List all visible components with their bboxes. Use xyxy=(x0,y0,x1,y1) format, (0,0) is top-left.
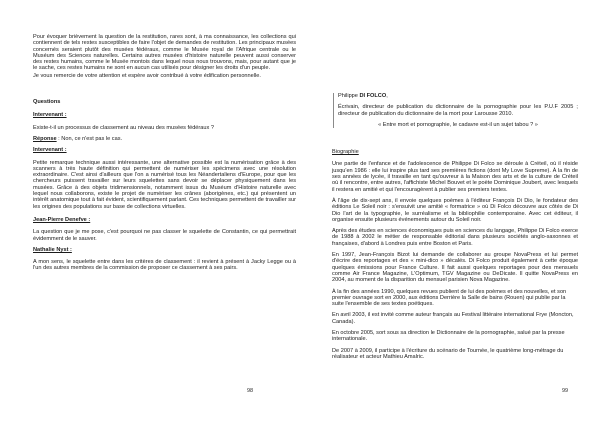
paragraph-revues: À la fin des années 1990, quelques revues publient de lui des poèmes et des nouvelles, et son premier ouvrage sort en 2000, aux éditions Derrière la Salle de bains (Rouen) qui publie par la suite l'ensemble de ses textes poétiques. xyxy=(332,288,567,308)
paragraph-restitution: Pour évoquer brièvement la question de la restitution, rares sont, à ma connaissance, les collections qui contiennent de tels restes susceptibles de faire l'objet de demandes de restitution. Les principaux musées concernés seraient plutôt des musées fédéraux, comme le Musée royal de l'Afrique centrale ou le Muséum des Sciences naturelles. Certains autres musées d'histoire naturelle peuvent aussi conserver des restes humains, comme le Musée montois dans lequel nous nous trouvons, mais, pour autant que je le sache, ces restes humains ne sont en aucun cas utilisés pour désigner les droits d'un peuple. xyxy=(33,34,296,72)
speaker-intro-block xyxy=(333,93,578,128)
paragraph-novapress: En 1997, Jean-François Bizot lui demande de collaborer au groupe NovaPress et lui permet d'écrire des reportages et des « mini-dico » décalés. Di Folco produit également à cette époque quelques émissions pour France Culture. Il fait aussi quelques reportages pour des mensuels comme Air France Magazine, L'Optimum, TGV Magazine ou DeDicate. Il quitte NovaPress en 2004, au moment de la disparition du mensuel parisien Nova Magazine. xyxy=(332,252,578,284)
speaker-name xyxy=(338,93,578,99)
paragraph-question-1: Existe-t-il un processus de classement au niveau des musées fédéraux ? xyxy=(33,124,214,131)
speaker-heading-nyst: Nathalie Nyst : xyxy=(33,246,72,253)
page-number-right: 99 xyxy=(562,388,569,394)
paragraph-tournee: De 2007 à 2009, il participe à l'écriture du scénario de Tournée, le quatrième long-métrage du réalisateur et acteur Mathieu Amalric. xyxy=(332,347,564,360)
paragraph-enfance: Une partie de l'enfance et de l'adolescence de Philippe Di Folco se déroule à Créteil, où il réside jusqu'en 1986 : elle lui inspire plus tard ses premières fictions (dont My Love Supreme). À la fin de ses années de lycée, il travaille en tant qu'ouvreur à la Maison des arts et de la culture de Créteil où il rencontre, entre autres, l'affichiste Michel Bouvet et le poète Dominique Joubert, avec lesquels il restera en amitié et qui l'encouragèrent à publier ses premiers textes. xyxy=(332,161,578,193)
paragraph-numerisation: Petite remarque technique aussi intéressante, une alternative possible est la numérisation grâce à des scanners à très haute définition qui permettent de numériser les spécimens avec une résolution extraordinaire. C'est ainsi d'ailleurs que l'on a numérisé tous les Néandertaliens d'Europe, pour que les chercheurs puissent travailler sur leurs squelettes sans devoir se déplacer physiquement dans les musées. Grâce à des objets tridimensionnels, notamment issus du Muséum d'Histoire naturelle avec lequel nous collaborons, existe le projet de numériser les crânes (aborigènes, etc.) qui présentent un intérêt anatomique tout à fait évident, scientifiquement parlant. Ces techniques permettent de travailler sur les origines des populations sur base de collections virtuelles. xyxy=(33,159,296,210)
paragraph-frye: En avril 2003, il est invité comme auteur français au Festival littéraire international Frye (Moncton, Canada). xyxy=(332,312,574,325)
section-heading-questions: Questions xyxy=(33,99,61,106)
paragraph-denefve: La question que je me pose, c'est pourquoi ne pas classer le squelette de Constantin, ce qui permettrait évidemment de le sauver. xyxy=(33,229,296,242)
right-page xyxy=(332,93,578,365)
speaker-role: Écrivain, directeur de publication du dictionnaire de la pornographie pour les P.U.F 2005 ; directeur de publication du dictionnaire de la mort pour Larousse 2010. xyxy=(338,104,578,117)
reponse-text: : Non, ce n'est pas le cas. xyxy=(56,135,123,142)
speaker-first-name: Philippe xyxy=(338,93,360,99)
speaker-heading-intervenant-1: Intervenant : xyxy=(33,112,67,119)
reponse-label: Réponse xyxy=(33,135,57,142)
paragraph-soleil-noir: À l'âge de dix-sept ans, il envoie quelques poèmes à l'éditeur François Di Dio, le fondateur des éditions Le Soleil noir : s'ensuivit une amitié « formatrice » où Di Folco découvre aux côtés de Di Dio l'art de la typographie, le surréalisme et la bibliophilie contemporaine. Avec cet éditeur, il organise ensuite plusieurs événements autour du Soleil noir. xyxy=(332,197,578,223)
paragraph-remerciement: Je vous remercie de votre attention et espère avoir contribué à votre édification personnelle. xyxy=(33,72,261,79)
speaker-heading-denefve: Jean-Pierre Denefve : xyxy=(33,216,91,223)
paragraph-etudes: Après des études en sciences économiques puis en sciences du langage, Philippe Di Folco exerce de 1988 à 2002 le métier de responsable éditorial dans plusieurs sociétés anglo-saxonnes et françaises, d'abord à Londres puis entre Boston et Paris. xyxy=(332,228,578,247)
paragraph-nyst: A mon sens, le squelette entre dans les critères de classement : il revient à présent à Jacky Legge ou à l'un des autres membres de la commission de proposer ce classement à ses pairs. xyxy=(33,259,296,272)
speaker-name-comma: , xyxy=(386,93,388,99)
page-number-left: 98 xyxy=(247,388,254,394)
paragraph-dictionnaire: En octobre 2005, sort sous sa direction le Dictionnaire de la pornographie, salué par la presse internationale. xyxy=(332,330,565,343)
section-heading-biographie: Biographie xyxy=(332,149,359,156)
talk-title: « Entre mort et pornographie, le cadavre est-il un sujet tabou ? » xyxy=(378,121,538,128)
paragraph-reponse xyxy=(33,136,296,142)
speaker-heading-intervenant-2: Intervenant : xyxy=(33,147,67,154)
left-page xyxy=(33,34,296,277)
speaker-last-name: DI FOLCO xyxy=(359,93,387,99)
